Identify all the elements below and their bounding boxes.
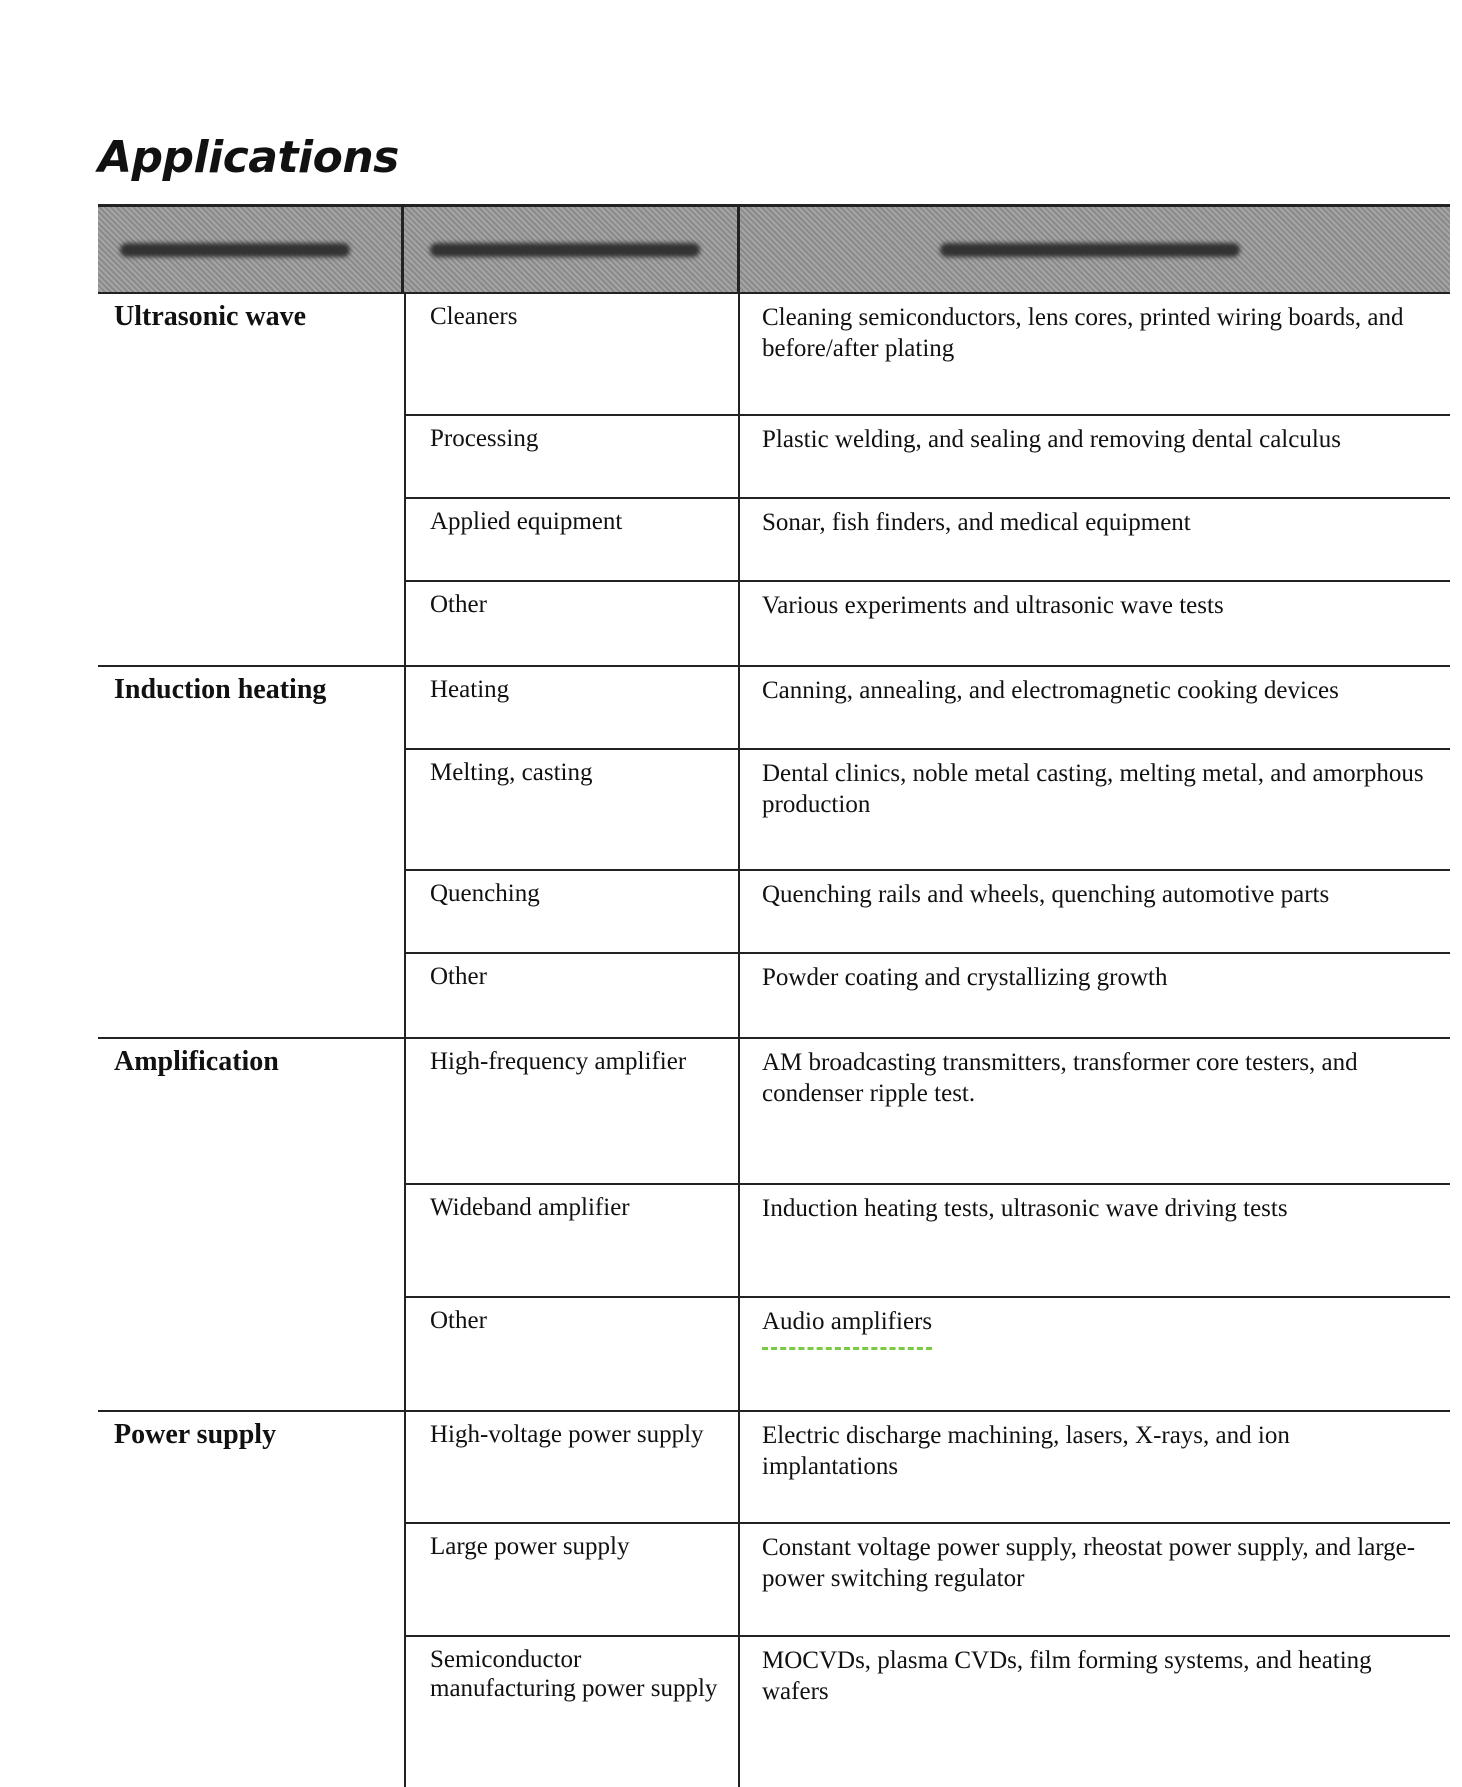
application-cell: Large power supply	[406, 1524, 740, 1635]
examples-cell: Canning, annealing, and electromagnetic cooking devices	[762, 677, 1339, 704]
examples-cell: MOCVDs, plasma CVDs, film forming systems, and heating wafers	[762, 1647, 1372, 1705]
group-induction-heating	[98, 665, 1450, 1037]
header-cell-application	[404, 207, 740, 292]
application-cell: Other	[406, 582, 740, 665]
group-label: Power supply	[114, 1419, 277, 1450]
page-title: Applications	[98, 132, 399, 183]
group-label: Induction heating	[114, 674, 327, 705]
application-cell: Other	[406, 954, 740, 1037]
application-cell: Other	[406, 1298, 740, 1410]
table-row	[406, 582, 1450, 665]
examples-cell: Quenching rails and wheels, quenching automotive parts	[762, 881, 1330, 908]
application-cell: Quenching	[406, 871, 740, 952]
table-row	[406, 499, 1450, 582]
application-cell: High-voltage power supply	[406, 1412, 740, 1522]
application-cell: Wideband amplifier	[406, 1185, 740, 1296]
application-cell: Semiconductor manufacturing power supply	[406, 1637, 740, 1787]
application-cell: High-frequency amplifier	[406, 1039, 740, 1183]
table-header	[98, 204, 1450, 292]
application-cell: Processing	[406, 416, 740, 497]
table-row	[406, 1412, 1450, 1524]
group-power-supply	[98, 1410, 1450, 1787]
table-row	[406, 1185, 1450, 1298]
examples-cell: Sonar, fish finders, and medical equipment	[762, 509, 1191, 536]
application-cell: Melting, casting	[406, 750, 740, 869]
group-label: Amplification	[114, 1046, 279, 1077]
application-cell: Applied equipment	[406, 499, 740, 580]
application-cell: Cleaners	[406, 294, 740, 414]
examples-cell: Plastic welding, and sealing and removing dental calculus	[762, 426, 1342, 453]
examples-cell: Induction heating tests, ultrasonic wave driving tests	[762, 1195, 1288, 1222]
examples-cell: Cleaning semiconductors, lens cores, printed wiring boards, and before/after plating	[762, 304, 1404, 362]
group-ultrasonic-wave	[98, 292, 1450, 665]
table-row	[406, 667, 1450, 750]
header-cell-field	[98, 207, 404, 292]
examples-cell: Powder coating and crystallizing growth	[762, 964, 1168, 991]
table-row	[406, 750, 1450, 871]
group-amplification	[98, 1037, 1450, 1410]
examples-cell: Dental clinics, noble metal casting, melting metal, and amorphous production	[762, 760, 1424, 818]
application-cell: Heating	[406, 667, 740, 748]
applications-table	[98, 204, 1450, 1787]
examples-cell: Electric discharge machining, lasers, X-rays, and ion implantations	[762, 1422, 1290, 1480]
table-row	[406, 1298, 1450, 1410]
header-cell-examples	[740, 207, 1450, 292]
table-row	[406, 416, 1450, 499]
table-row	[406, 294, 1450, 416]
table-row	[406, 954, 1450, 1037]
table-row	[406, 1039, 1450, 1185]
table-row	[406, 871, 1450, 954]
table-row	[406, 1524, 1450, 1637]
table-row	[406, 1637, 1450, 1787]
examples-cell: AM broadcasting transmitters, transformer core testers, and condenser ripple test.	[762, 1049, 1358, 1107]
group-label: Ultrasonic wave	[114, 301, 307, 332]
examples-cell	[740, 1298, 1450, 1410]
examples-text-underlined: Audio amplifiers	[762, 1306, 932, 1350]
examples-cell: Various experiments and ultrasonic wave tests	[762, 592, 1224, 619]
examples-cell: Constant voltage power supply, rheostat power supply, and large-power switching regulator	[762, 1534, 1416, 1592]
